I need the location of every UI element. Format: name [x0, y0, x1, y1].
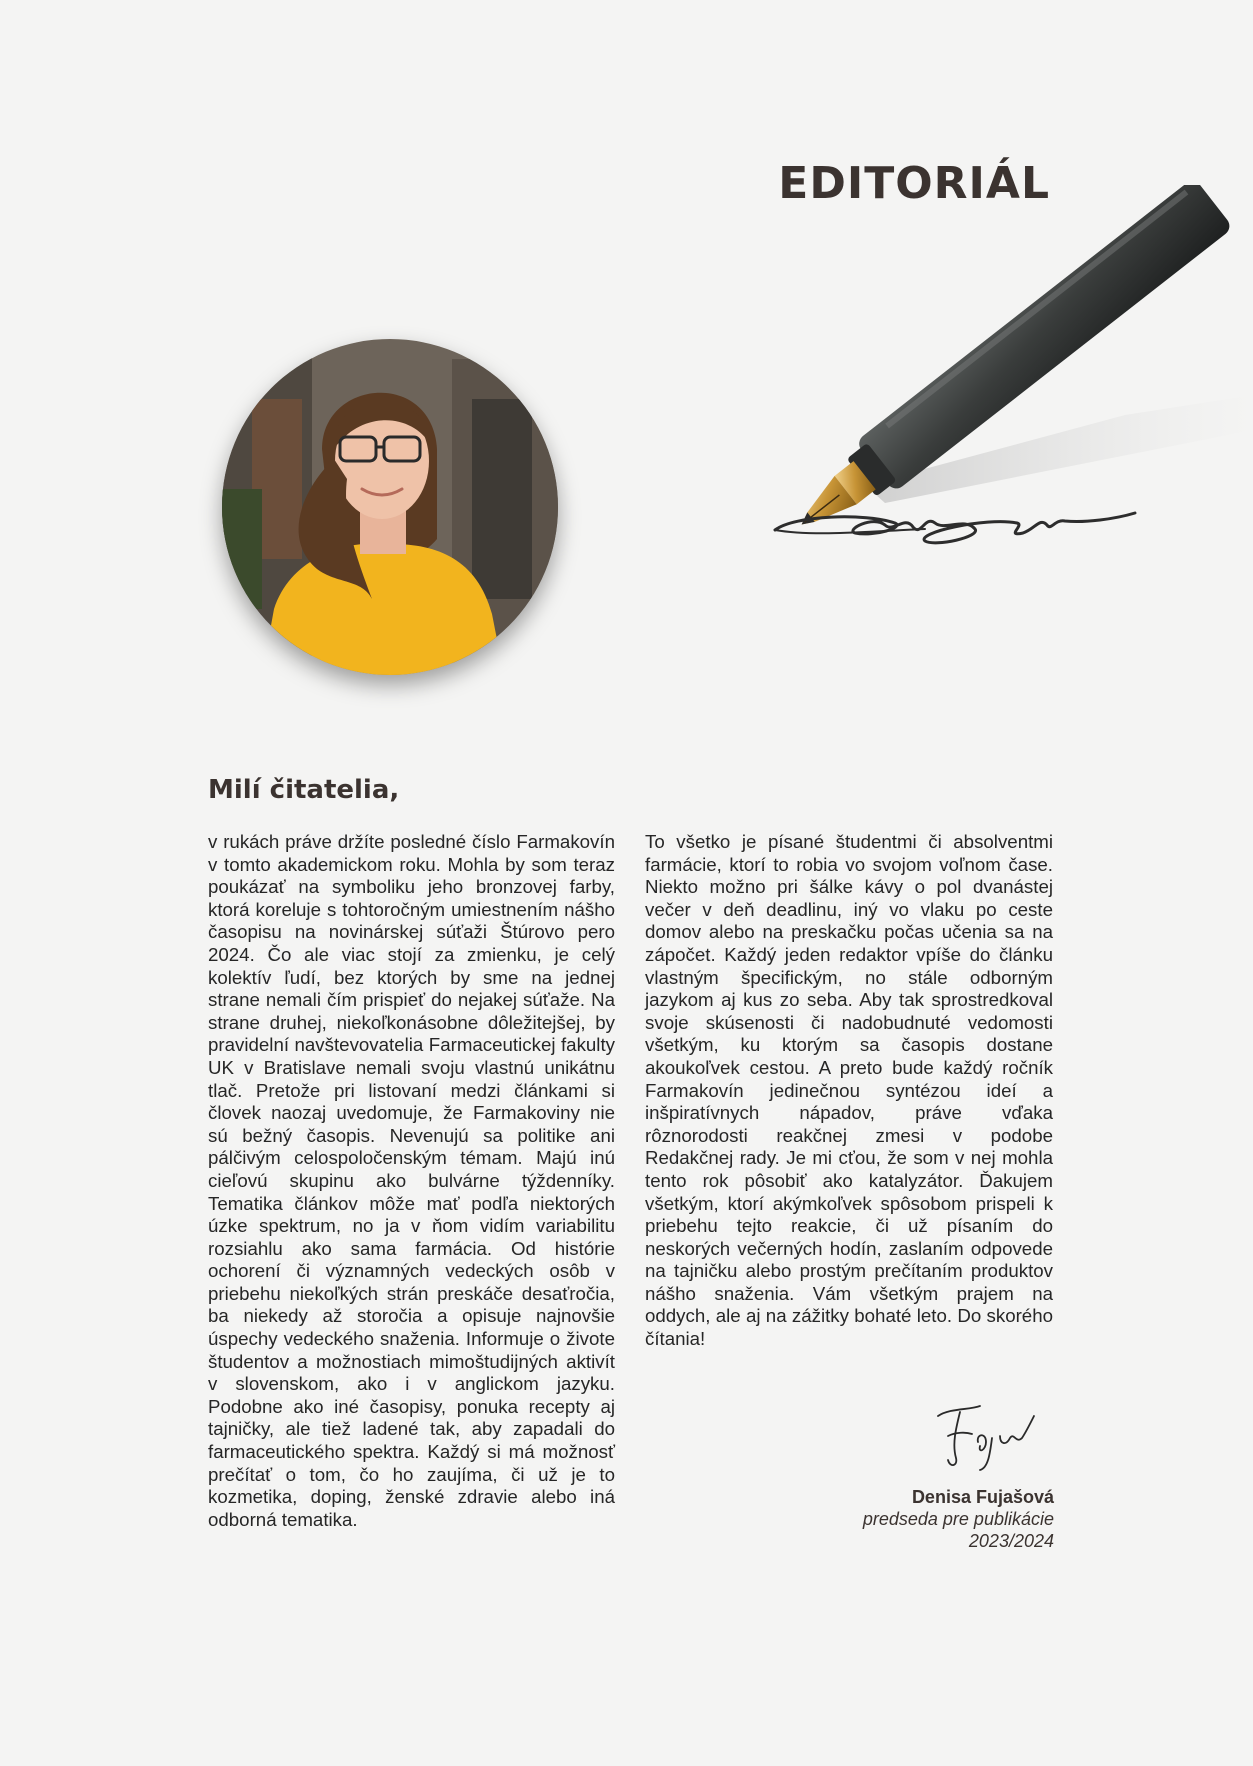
- fountain-pen-icon: [755, 185, 1253, 635]
- author-name: Denisa Fujašová: [911, 1487, 1054, 1507]
- handwritten-signature: [930, 1398, 1040, 1474]
- portrait-photo: [222, 339, 558, 675]
- author-role: predseda pre publikácie: [862, 1509, 1054, 1529]
- page-title: EDITORIÁL: [778, 158, 1050, 209]
- article-text-left-column: v rukách práve držíte posledné číslo Farmakovín v tomto akademickom roku. Mohla by som teraz poukázať na symboliku jeho bronzovej farby, ktorá koreluje s tohtoročným umiestnením nášho časopisu na novinárskej súťaži Štúrovo pero 2024. Čo ale viac stojí za zmienku, je celý kolektív ľudí, bez ktorých by sme na jednej strane nemali čím prispieť do nejakej súťaže. Na strane druhej, niekoľkonásobne dôležitejšej, by pravidelní navštevovatelia Farmaceutickej fakulty UK v Bratislave nemali svoju vlastnú unikátnu tlač. Pretože pri listovaní medzi článkami si človek naozaj uvedomuje, že Farmakoviny nie sú bežný časopis. Nevenujú sa politike ani pálčivým celospoločenským témam. Majú inú cieľovú skupinu ako bulvárne týždenníky. Tematika článkov môže mať podľa niektorých úzke spektrum, no ja v ňom vidím variabilitu rozsiahlu ako sama farmácia. Od histórie ochorení či významných vedeckých osôb v priebehu niekoľkých strán preskáče desaťročia, ba niekedy až storočia a opisuje najnovšie úspechy vedeckého snaženia. Informuje o živote študentov a možnostiach mimoštudijných aktivít v slovenskom, ako i v anglickom jazyku. Podobne ako iné časopisy, ponuka recepty aj tajničky, ale tiež ladené tak, aby zapadali do farmaceutického spektra. Každý si má možnosť prečítať o tom, čo ho zaujíma, či už je to kozmetika, doping, ženské zdravie alebo iná odborná tematika.: [208, 831, 615, 1530]
- greeting-heading: Milí čitatelia,: [208, 775, 400, 805]
- author-term: 2023/2024: [968, 1531, 1054, 1551]
- article-text-right-column: To všetko je písané študentmi či absolventmi farmácie, ktorí to robia vo svojom voľnom čase. Niekto možno pri šálke kávy o pol dvanástej večer v deň deadlinu, iný vo vlaku po ceste domov alebo na preskačku počas učenia sa na zápočet. Každý jeden redaktor vpíše do článku vlastným špecifickým, no stále odborným jazykom aj kus zo seba. Aby tak sprostredkoval svoje skúsenosti či nadobudnuté vedomosti všetkým, ku ktorým sa časopis dostane akoukoľvek cestou. A preto bude každý ročník Farmakovín jedinečnou syntézou ideí a inšpiratívnych nápadov, práve vďaka rôznorodosti reakčnej zmesi v podobe Redakčnej rady. Je mi cťou, že som v nej mohla tento rok pôsobiť ako katalyzátor. Ďakujem všetkým, ktorí akýmkoľvek spôsobom prispeli k priebehu tejto reakcie, či už písaním do neskorých večerných hodín, zaslaním odpovede na tajničku alebo prostým prečítaním produktov nášho snaženia. Vám všetkým prajem na oddych, ale aj na zážitky bohaté leto. Do skorého čítania!: [645, 831, 1053, 1350]
- signature-block: [863, 1486, 1054, 1552]
